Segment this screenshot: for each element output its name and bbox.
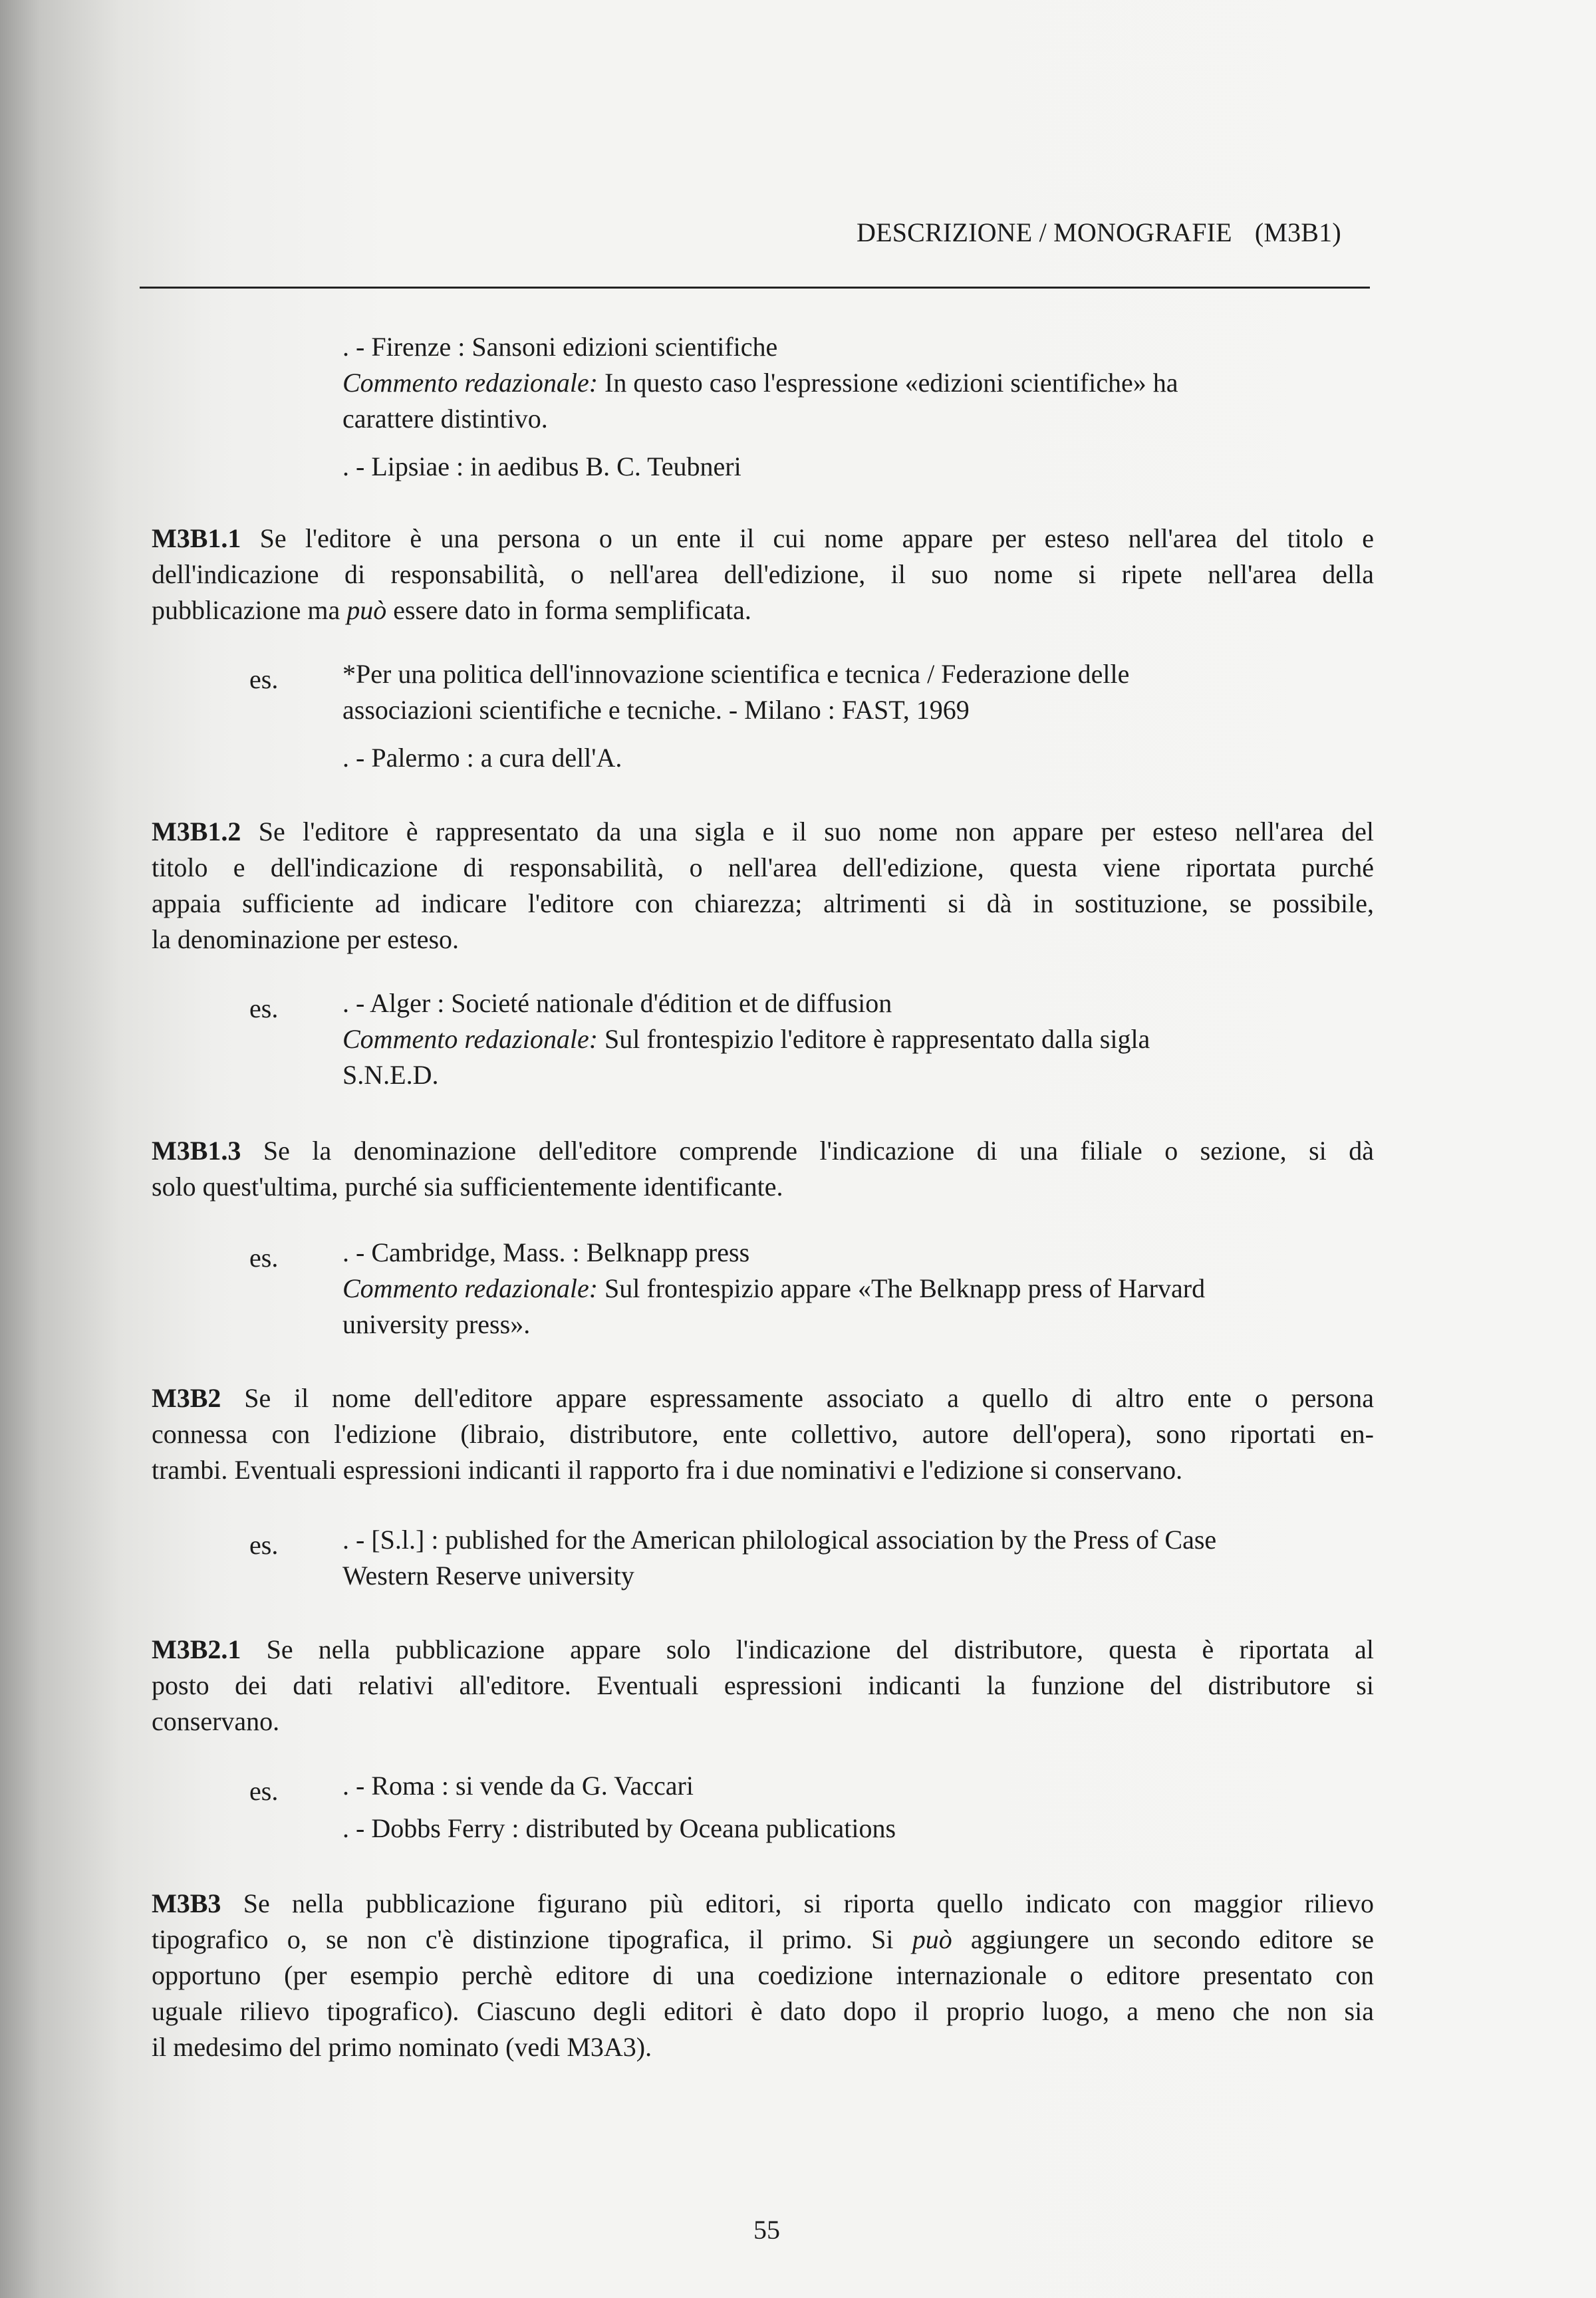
rule-paragraph-line: trambi. Eventuali espressioni indicanti il rapporto fra i due nominativi e l'edizione si conservano. — [152, 1455, 1183, 1485]
rule-paragraph-line: M3B2 Se il nome dell'editore appare espressamente associato a quello di altro ente o persona — [152, 1383, 1374, 1413]
rule-paragraph-line: M3B1.3 Se la denominazione dell'editore comprende l'indicazione di una filiale o sezione, si dà — [152, 1136, 1374, 1166]
rule-code: M3B1.3 — [152, 1136, 241, 1166]
example-line: associazioni scientifiche e tecniche. - Milano : FAST, 1969 — [342, 695, 970, 725]
example-line: . - Cambridge, Mass. : Belknapp press — [342, 1237, 750, 1267]
rule-paragraph-line: il medesimo del primo nominato (vedi M3A3). — [152, 2032, 652, 2062]
example-line: . - Dobbs Ferry : distributed by Oceana publications — [342, 1813, 896, 1843]
rule-paragraph-line: M3B2.1 Se nella pubblicazione appare solo l'indicazione del distributore, questa è riportata al — [152, 1634, 1374, 1664]
comment-text: In questo caso l'espressione «edizioni scientifiche» ha — [598, 368, 1178, 398]
example-line: Western Reserve university — [342, 1561, 634, 1591]
header-title: DESCRIZIONE / MONOGRAFIE — [857, 217, 1232, 247]
running-header — [857, 217, 1341, 248]
rule-paragraph-line: conservano. — [152, 1706, 280, 1736]
comment-label: Commento redazionale: — [342, 1024, 598, 1054]
rule-code: M3B2.1 — [152, 1634, 241, 1664]
rule-paragraph-line: M3B3 Se nella pubblicazione figurano più editori, si riporta quello indicato con maggior rilievo — [152, 1888, 1374, 1918]
example-line: . - Roma : si vende da G. Vaccari — [342, 1771, 694, 1801]
rule-paragraph-line: solo quest'ultima, purché sia sufficientemente identificante. — [152, 1172, 783, 1202]
example-label: es. — [249, 664, 279, 694]
comment-line: university press». — [342, 1309, 531, 1339]
header-rule — [140, 287, 1370, 289]
example-line: . - Alger : Societé nationale d'édition et de diffusion — [342, 988, 892, 1018]
example-line: . - Firenze : Sansoni edizioni scientifiche — [342, 332, 778, 362]
comment-label: Commento redazionale: — [342, 1273, 598, 1303]
example-label: es. — [249, 993, 279, 1023]
comment-line: Commento redazionale: Sul frontespizio appare «The Belknapp press of Harvard — [342, 1273, 1206, 1303]
rule-code: M3B3 — [152, 1888, 221, 1918]
rule-paragraph-line: posto dei dati relativi all'editore. Eventuali espressioni indicanti la funzione del distributore si — [152, 1670, 1374, 1700]
header-code: (M3B1) — [1254, 217, 1341, 247]
rule-paragraph-line: M3B1.1 Se l'editore è una persona o un ente il cui nome appare per esteso nell'area del titolo e — [152, 523, 1374, 553]
example-label: es. — [249, 1776, 279, 1806]
rule-code: M3B1.1 — [152, 523, 241, 553]
rule-paragraph-line: connessa con l'edizione (libraio, distributore, ente collettivo, autore dell'opera), sono riportati en- — [152, 1419, 1374, 1449]
rule-paragraph-line: pubblicazione ma può essere dato in forma semplificata. — [152, 595, 751, 625]
rule-code: M3B1.2 — [152, 817, 241, 846]
page-number: 55 — [753, 2215, 780, 2245]
comment-line — [342, 367, 1178, 399]
comment-line: carattere distintivo. — [342, 404, 548, 434]
example-line: . - [S.l.] : published for the American philological association by the Press of Case — [342, 1525, 1217, 1555]
rule-paragraph-line: la denominazione per esteso. — [152, 924, 460, 954]
example-label: es. — [249, 1243, 279, 1273]
example-line: . - Lipsiae : in aedibus B. C. Teubneri — [342, 451, 741, 481]
rule-paragraph-line: dell'indicazione di responsabilità, o nell'area dell'edizione, il suo nome si ripete nell'area della — [152, 559, 1374, 589]
example-line: . - Palermo : a cura dell'A. — [342, 743, 622, 773]
rule-paragraph-line: appaia sufficiente ad indicare l'editore con chiarezza; altrimenti si dà in sostituzione, se possibile, — [152, 888, 1374, 918]
rule-paragraph-line: opportuno (per esempio perchè editore di una coedizione internazionale o editore presentato con — [152, 1960, 1374, 1990]
rule-code: M3B2 — [152, 1383, 221, 1413]
rule-paragraph-line: M3B1.2 Se l'editore è rappresentato da una sigla e il suo nome non appare per esteso nell'area del — [152, 817, 1374, 846]
example-label: es. — [249, 1530, 279, 1560]
rule-paragraph-line: uguale rilievo tipografico). Ciascuno degli editori è dato dopo il proprio luogo, a meno che non sia — [152, 1996, 1374, 2026]
rule-paragraph-line: titolo e dell'indicazione di responsabilità, o nell'area dell'edizione, questa viene riportata purché — [152, 852, 1374, 882]
comment-label: Commento redazionale: — [342, 368, 598, 398]
rule-paragraph-line: tipografico o, se non c'è distinzione tipografica, il primo. Si può aggiungere un secondo editore se — [152, 1924, 1374, 1954]
example-line: *Per una politica dell'innovazione scientifica e tecnica / Federazione delle — [342, 659, 1130, 689]
comment-line: S.N.E.D. — [342, 1060, 439, 1090]
comment-line: Commento redazionale: Sul frontespizio l'editore è rappresentato dalla sigla — [342, 1024, 1150, 1054]
